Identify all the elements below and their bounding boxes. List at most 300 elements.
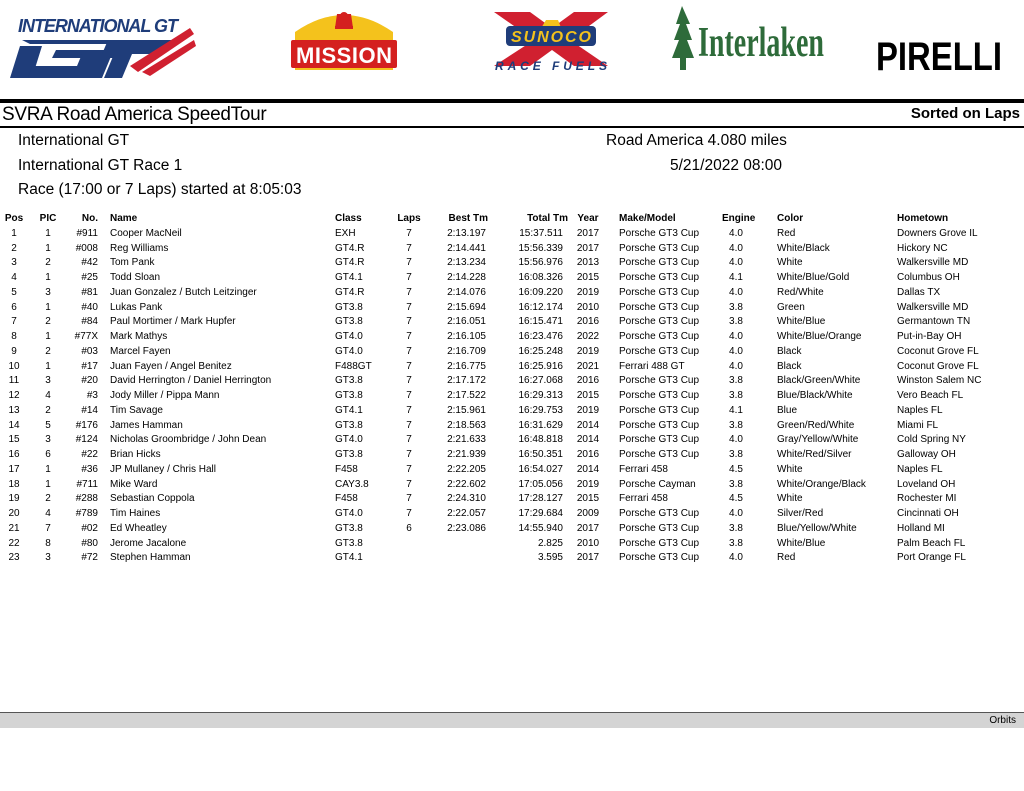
result-color: Silver/Red bbox=[777, 508, 824, 519]
table-row bbox=[0, 419, 1024, 434]
result-laps: 6 bbox=[406, 522, 412, 534]
result-hometown: Cincinnati OH bbox=[897, 508, 959, 519]
result-pic: 2 bbox=[45, 493, 51, 505]
result-year: 2016 bbox=[576, 375, 600, 387]
result-number: #711 bbox=[76, 478, 98, 490]
result-make-model: Porsche Cayman bbox=[619, 478, 696, 490]
result-engine: 4.0 bbox=[729, 242, 743, 254]
result-total-time: 17:05.056 bbox=[518, 478, 563, 490]
result-driver-name: Brian Hicks bbox=[110, 449, 161, 460]
result-make-model: Ferrari 488 GT bbox=[619, 360, 685, 372]
result-class: F488GT bbox=[335, 360, 372, 372]
result-make-model: Ferrari 458 bbox=[619, 463, 668, 475]
table-row bbox=[0, 227, 1024, 242]
result-pos: 8 bbox=[11, 331, 17, 342]
result-pic: 1 bbox=[45, 478, 51, 490]
result-year: 2009 bbox=[576, 508, 600, 519]
result-hometown: Vero Beach FL bbox=[897, 390, 964, 401]
result-pos: 14 bbox=[8, 419, 20, 431]
result-year: 2016 bbox=[576, 449, 600, 460]
result-best-time: 2:22.057 bbox=[447, 508, 486, 519]
result-class: GT4.1 bbox=[335, 404, 363, 416]
track-name: Road America 4.080 miles bbox=[606, 132, 787, 149]
result-engine: 4.0 bbox=[729, 552, 743, 564]
result-total-time: 16:54.027 bbox=[518, 463, 563, 475]
result-pic: 4 bbox=[45, 508, 51, 519]
result-number: #84 bbox=[81, 316, 98, 328]
race-datetime: 5/21/2022 08:00 bbox=[670, 157, 783, 174]
result-pos: 4 bbox=[11, 272, 17, 283]
table-row bbox=[0, 360, 1024, 375]
result-best-time: 2:17.522 bbox=[447, 390, 486, 401]
result-hometown: Downers Grove IL bbox=[897, 227, 978, 239]
result-pic: 1 bbox=[45, 331, 51, 342]
result-best-time: 2:14.441 bbox=[447, 242, 486, 254]
result-make-model: Porsche GT3 Cup bbox=[619, 272, 700, 283]
result-pic: 6 bbox=[45, 449, 51, 460]
result-pos: 7 bbox=[11, 316, 17, 328]
result-driver-name: Stephen Hamman bbox=[110, 552, 191, 564]
sunoco-logo-subtext: RACE FUELS bbox=[495, 59, 607, 73]
result-best-time: 2:14.076 bbox=[447, 286, 486, 298]
result-class: GT3.8 bbox=[335, 316, 363, 328]
result-pic: 2 bbox=[45, 316, 51, 328]
table-row bbox=[0, 478, 1024, 493]
result-pos: 17 bbox=[8, 463, 20, 475]
result-class: GT4.R bbox=[335, 286, 365, 298]
result-hometown: Germantown TN bbox=[897, 316, 971, 328]
table-row bbox=[0, 345, 1024, 360]
result-driver-name: Ed Wheatley bbox=[110, 522, 167, 534]
result-laps: 7 bbox=[406, 449, 412, 460]
result-number: #80 bbox=[81, 537, 98, 549]
result-class: GT4.0 bbox=[335, 345, 363, 357]
result-best-time: 2:15.961 bbox=[447, 404, 486, 416]
international-gt-logo bbox=[12, 10, 197, 82]
result-hometown: Holland MI bbox=[897, 522, 945, 534]
result-best-time: 2:15.694 bbox=[447, 301, 486, 313]
footer-bar bbox=[0, 712, 1024, 728]
header-name: Name bbox=[110, 213, 138, 224]
result-pic: 1 bbox=[45, 227, 51, 239]
result-engine: 3.8 bbox=[729, 478, 743, 490]
result-total-time: 16:08.326 bbox=[518, 272, 563, 283]
result-hometown: Winston Salem NC bbox=[897, 375, 982, 387]
mission-logo-text: MISSION bbox=[296, 43, 392, 68]
result-year: 2015 bbox=[576, 493, 600, 505]
result-hometown: Galloway OH bbox=[897, 449, 956, 460]
result-year: 2019 bbox=[576, 478, 600, 490]
result-hometown: Naples FL bbox=[897, 463, 943, 475]
result-make-model: Porsche GT3 Cup bbox=[619, 227, 700, 239]
result-hometown: Rochester MI bbox=[897, 493, 957, 505]
result-best-time: 2:13.234 bbox=[447, 257, 486, 269]
result-pos: 19 bbox=[8, 493, 20, 505]
result-laps: 7 bbox=[406, 301, 412, 313]
result-class: GT4.1 bbox=[335, 552, 363, 564]
result-pos: 20 bbox=[8, 508, 20, 519]
results-body bbox=[0, 227, 1024, 566]
result-make-model: Porsche GT3 Cup bbox=[619, 508, 700, 519]
result-engine: 3.8 bbox=[729, 449, 743, 460]
result-number: #176 bbox=[75, 419, 98, 431]
result-laps: 7 bbox=[406, 331, 412, 342]
result-number: #42 bbox=[81, 257, 98, 269]
result-number: #008 bbox=[75, 242, 98, 254]
result-best-time: 2:21.939 bbox=[447, 449, 486, 460]
result-laps: 7 bbox=[406, 272, 412, 283]
result-make-model: Porsche GT3 Cup bbox=[619, 449, 700, 460]
result-number: #77X bbox=[74, 331, 98, 342]
result-hometown: Columbus OH bbox=[897, 272, 960, 283]
result-number: #14 bbox=[81, 404, 98, 416]
result-total-time: 16:12.174 bbox=[518, 301, 563, 313]
result-make-model: Porsche GT3 Cup bbox=[619, 242, 700, 254]
result-year: 2015 bbox=[576, 390, 600, 401]
result-color: Black/Green/White bbox=[777, 375, 861, 387]
result-engine: 3.8 bbox=[729, 375, 743, 387]
result-color: White/Blue/Gold bbox=[777, 272, 850, 283]
result-color: White/Orange/Black bbox=[777, 478, 866, 490]
result-total-time: 16:23.476 bbox=[518, 331, 563, 342]
result-best-time: 2:16.105 bbox=[447, 331, 486, 342]
result-total-time: 15:56.976 bbox=[518, 257, 563, 269]
result-number: #36 bbox=[81, 463, 98, 475]
result-engine: 4.0 bbox=[729, 434, 743, 446]
header-make-model: Make/Model bbox=[619, 213, 676, 224]
table-row bbox=[0, 448, 1024, 463]
result-pos: 5 bbox=[11, 286, 17, 298]
result-laps: 7 bbox=[406, 257, 412, 269]
table-row bbox=[0, 551, 1024, 566]
result-color: Blue bbox=[777, 404, 798, 416]
result-number: #3 bbox=[86, 390, 98, 401]
result-hometown: Coconut Grove FL bbox=[897, 345, 979, 357]
result-number: #124 bbox=[75, 434, 98, 446]
result-number: #25 bbox=[81, 272, 98, 283]
result-color: White/Red/Silver bbox=[777, 449, 852, 460]
result-driver-name: Paul Mortimer / Mark Hupfer bbox=[110, 316, 236, 328]
result-class: F458 bbox=[335, 463, 358, 475]
result-total-time: 16:31.629 bbox=[518, 419, 563, 431]
table-row bbox=[0, 271, 1024, 286]
result-driver-name: Tim Savage bbox=[110, 404, 163, 416]
result-total-time: 16:25.248 bbox=[518, 345, 563, 357]
result-pos: 15 bbox=[8, 434, 20, 446]
result-laps: 7 bbox=[406, 508, 412, 519]
header-year: Year bbox=[577, 213, 599, 224]
result-pic: 2 bbox=[45, 345, 51, 357]
result-laps: 7 bbox=[406, 227, 412, 239]
result-class: GT4.R bbox=[335, 242, 365, 254]
result-laps: 7 bbox=[406, 404, 412, 416]
result-pos: 23 bbox=[8, 552, 20, 564]
table-row bbox=[0, 286, 1024, 301]
result-pic: 3 bbox=[45, 434, 51, 446]
result-total-time: 14:55.940 bbox=[518, 522, 563, 534]
result-color: White bbox=[777, 257, 803, 269]
sunoco-logo-text: SUNOCO bbox=[511, 29, 591, 46]
result-year: 2013 bbox=[576, 257, 600, 269]
result-pic: 2 bbox=[45, 257, 51, 269]
result-year: 2019 bbox=[576, 404, 600, 416]
table-row bbox=[0, 330, 1024, 345]
result-pos: 18 bbox=[8, 478, 20, 490]
result-hometown: Cold Spring NY bbox=[897, 434, 966, 446]
result-driver-name: Mike Ward bbox=[110, 478, 158, 490]
result-pos: 13 bbox=[8, 404, 20, 416]
result-engine: 3.8 bbox=[729, 301, 743, 313]
result-pos: 3 bbox=[11, 257, 17, 269]
result-pos: 6 bbox=[11, 301, 17, 313]
result-driver-name: JP Mullaney / Chris Hall bbox=[110, 463, 216, 475]
result-laps: 7 bbox=[406, 242, 412, 254]
result-driver-name: Reg Williams bbox=[110, 242, 169, 254]
result-driver-name: Todd Sloan bbox=[110, 272, 161, 283]
result-laps: 7 bbox=[406, 493, 412, 505]
result-best-time: 2:16.775 bbox=[447, 360, 486, 372]
result-laps: 7 bbox=[406, 463, 412, 475]
result-laps: 7 bbox=[406, 434, 412, 446]
result-make-model: Porsche GT3 Cup bbox=[619, 331, 700, 342]
results-header-row bbox=[0, 212, 1024, 227]
result-hometown: Walkersville MD bbox=[897, 301, 969, 313]
result-class: GT3.8 bbox=[335, 537, 363, 549]
header-engine: Engine bbox=[722, 213, 756, 224]
result-driver-name: Tom Pank bbox=[110, 257, 155, 269]
result-pic: 1 bbox=[45, 272, 51, 283]
table-row bbox=[0, 315, 1024, 330]
result-class: GT3.8 bbox=[335, 301, 363, 313]
result-pic: 5 bbox=[45, 419, 51, 431]
result-total-time: 16:25.916 bbox=[518, 360, 563, 372]
result-number: #03 bbox=[81, 345, 98, 357]
result-pic: 3 bbox=[45, 286, 51, 298]
international-gt-logo-text: INTERNATIONAL GT bbox=[18, 16, 178, 36]
interlaken-logo bbox=[670, 4, 830, 74]
race-start-info: Race (17:00 or 7 Laps) started at 8:05:03 bbox=[18, 181, 302, 198]
result-hometown: Miami FL bbox=[897, 419, 939, 431]
sponsor-logos bbox=[0, 0, 1024, 90]
result-laps: 7 bbox=[406, 390, 412, 401]
result-make-model: Porsche GT3 Cup bbox=[619, 537, 700, 549]
race-name: International GT Race 1 bbox=[18, 157, 183, 174]
result-year: 2019 bbox=[576, 345, 600, 357]
result-laps: 7 bbox=[406, 286, 412, 298]
result-engine: 4.0 bbox=[729, 227, 743, 239]
result-pos: 12 bbox=[8, 390, 20, 401]
result-pos: 11 bbox=[8, 375, 20, 387]
result-pos: 22 bbox=[8, 537, 20, 549]
result-best-time: 2:17.172 bbox=[447, 375, 486, 387]
result-best-time: 2:24.310 bbox=[447, 493, 486, 505]
table-row bbox=[0, 242, 1024, 257]
result-driver-name: Lukas Pank bbox=[110, 301, 163, 313]
result-laps: 7 bbox=[406, 419, 412, 431]
result-hometown: Walkersville MD bbox=[897, 257, 969, 269]
result-year: 2021 bbox=[576, 360, 600, 372]
result-total-time: 16:09.220 bbox=[518, 286, 563, 298]
result-color: Green/Red/White bbox=[777, 419, 855, 431]
result-driver-name: Marcel Fayen bbox=[110, 345, 171, 357]
result-driver-name: Mark Mathys bbox=[110, 331, 168, 342]
result-color: White bbox=[777, 463, 803, 475]
result-class: EXH bbox=[335, 227, 356, 239]
result-color: Blue/Black/White bbox=[777, 390, 853, 401]
result-color: Black bbox=[777, 345, 802, 357]
result-class: F458 bbox=[335, 493, 358, 505]
result-total-time: 16:27.068 bbox=[518, 375, 563, 387]
header-color: Color bbox=[777, 213, 804, 224]
result-color: White/Blue/Orange bbox=[777, 331, 862, 342]
table-row bbox=[0, 507, 1024, 522]
mission-logo bbox=[287, 6, 401, 72]
result-engine: 4.0 bbox=[729, 286, 743, 298]
result-driver-name: James Hamman bbox=[110, 419, 183, 431]
result-make-model: Porsche GT3 Cup bbox=[619, 345, 700, 357]
pirelli-logo-text: PIRELLI bbox=[876, 35, 1002, 79]
result-laps: 7 bbox=[406, 345, 412, 357]
result-number: #72 bbox=[81, 552, 98, 564]
result-make-model: Porsche GT3 Cup bbox=[619, 257, 700, 269]
result-class: GT3.8 bbox=[335, 419, 363, 431]
result-make-model: Porsche GT3 Cup bbox=[619, 286, 700, 298]
results-table bbox=[0, 212, 1024, 566]
result-best-time: 2:13.197 bbox=[447, 227, 486, 239]
result-driver-name: Jody Miller / Pippa Mann bbox=[110, 390, 220, 401]
result-total-time: 15:56.339 bbox=[518, 242, 563, 254]
result-pic: 1 bbox=[45, 463, 51, 475]
result-hometown: Naples FL bbox=[897, 404, 943, 416]
table-row bbox=[0, 492, 1024, 507]
result-make-model: Porsche GT3 Cup bbox=[619, 404, 700, 416]
sort-label: Sorted on Laps bbox=[910, 105, 1020, 122]
result-make-model: Porsche GT3 Cup bbox=[619, 375, 700, 387]
result-year: 2015 bbox=[576, 272, 600, 283]
result-number: #911 bbox=[76, 227, 98, 239]
result-year: 2014 bbox=[576, 463, 600, 475]
result-laps: 7 bbox=[406, 375, 412, 387]
result-pic: 7 bbox=[45, 522, 51, 534]
result-engine: 4.0 bbox=[729, 508, 743, 519]
table-row bbox=[0, 389, 1024, 404]
result-pos: 2 bbox=[11, 242, 17, 254]
result-total-time: 16:29.313 bbox=[518, 390, 563, 401]
result-color: Red bbox=[777, 227, 796, 239]
result-make-model: Porsche GT3 Cup bbox=[619, 434, 700, 446]
result-pos: 21 bbox=[8, 522, 20, 534]
result-pic: 3 bbox=[45, 552, 51, 564]
result-make-model: Ferrari 458 bbox=[619, 493, 668, 505]
result-engine: 4.5 bbox=[729, 463, 743, 475]
result-total-time: 17:28.127 bbox=[518, 493, 563, 505]
result-hometown: Dallas TX bbox=[897, 286, 941, 298]
header-number: No. bbox=[81, 213, 98, 224]
result-make-model: Porsche GT3 Cup bbox=[619, 552, 700, 564]
result-total-time: 16:48.818 bbox=[518, 434, 563, 446]
result-driver-name: Jerome Jacalone bbox=[110, 537, 187, 549]
table-row bbox=[0, 522, 1024, 537]
result-engine: 4.5 bbox=[729, 493, 743, 505]
series-name: International GT bbox=[18, 132, 130, 149]
result-driver-name: Sebastian Coppola bbox=[110, 493, 195, 505]
result-best-time: 2:23.086 bbox=[447, 522, 486, 534]
result-year: 2014 bbox=[576, 434, 600, 446]
result-best-time: 2:16.709 bbox=[447, 345, 486, 357]
result-color: White bbox=[777, 493, 803, 505]
result-hometown: Palm Beach FL bbox=[897, 537, 966, 549]
result-color: White/Blue bbox=[777, 537, 826, 549]
header-class: Class bbox=[335, 213, 362, 224]
table-row bbox=[0, 433, 1024, 448]
result-best-time: 2:21.633 bbox=[447, 434, 486, 446]
result-best-time: 2:18.563 bbox=[447, 419, 486, 431]
result-best-time: 2:22.602 bbox=[447, 478, 486, 490]
pirelli-logo bbox=[874, 12, 1004, 79]
result-color: Blue/Yellow/White bbox=[777, 522, 857, 534]
result-color: White/Blue bbox=[777, 316, 826, 328]
result-total-time: 3.595 bbox=[537, 552, 563, 564]
result-year: 2017 bbox=[576, 552, 600, 564]
result-color: Green bbox=[777, 301, 805, 313]
result-engine: 3.8 bbox=[729, 522, 743, 534]
result-year: 2022 bbox=[576, 331, 600, 342]
result-make-model: Porsche GT3 Cup bbox=[619, 390, 700, 401]
result-pos: 10 bbox=[8, 360, 20, 372]
header-best-time: Best Tm bbox=[448, 213, 488, 224]
result-pic: 1 bbox=[45, 242, 51, 254]
result-make-model: Porsche GT3 Cup bbox=[619, 301, 700, 313]
result-engine: 4.1 bbox=[729, 404, 743, 416]
result-driver-name: David Herrington / Daniel Herrington bbox=[110, 375, 272, 387]
result-total-time: 15:37.511 bbox=[519, 227, 563, 239]
result-pic: 1 bbox=[45, 360, 51, 372]
table-row bbox=[0, 374, 1024, 389]
result-driver-name: Nicholas Groombridge / John Dean bbox=[110, 434, 267, 446]
result-engine: 3.8 bbox=[729, 390, 743, 401]
result-year: 2017 bbox=[576, 242, 600, 254]
result-color: Black bbox=[777, 360, 802, 372]
header-hometown: Hometown bbox=[897, 213, 949, 224]
result-engine: 4.0 bbox=[729, 257, 743, 269]
result-color: White/Black bbox=[777, 242, 830, 254]
result-class: GT4.R bbox=[335, 257, 365, 269]
result-total-time: 16:15.471 bbox=[518, 316, 563, 328]
result-best-time: 2:16.051 bbox=[447, 316, 486, 328]
result-driver-name: Cooper MacNeil bbox=[110, 227, 182, 239]
result-hometown: Coconut Grove FL bbox=[897, 360, 979, 372]
result-engine: 4.0 bbox=[729, 360, 743, 372]
header-total-time: Total Tm bbox=[527, 213, 568, 224]
result-hometown: Hickory NC bbox=[897, 242, 948, 254]
result-class: CAY3.8 bbox=[335, 478, 369, 490]
result-number: #789 bbox=[75, 508, 98, 519]
table-row bbox=[0, 404, 1024, 419]
header-laps: Laps bbox=[397, 213, 421, 224]
result-total-time: 17:29.684 bbox=[518, 508, 563, 519]
result-year: 2019 bbox=[576, 286, 600, 298]
result-number: #22 bbox=[81, 449, 98, 460]
result-class: GT3.8 bbox=[335, 390, 363, 401]
result-driver-name: Tim Haines bbox=[110, 508, 161, 519]
result-best-time: 2:22.205 bbox=[447, 463, 486, 475]
result-hometown: Put-in-Bay OH bbox=[897, 331, 962, 342]
result-year: 2016 bbox=[576, 316, 600, 328]
result-number: #20 bbox=[81, 375, 98, 387]
result-driver-name: Juan Gonzalez / Butch Leitzinger bbox=[110, 286, 257, 298]
result-year: 2017 bbox=[576, 522, 600, 534]
result-class: GT4.0 bbox=[335, 434, 363, 446]
